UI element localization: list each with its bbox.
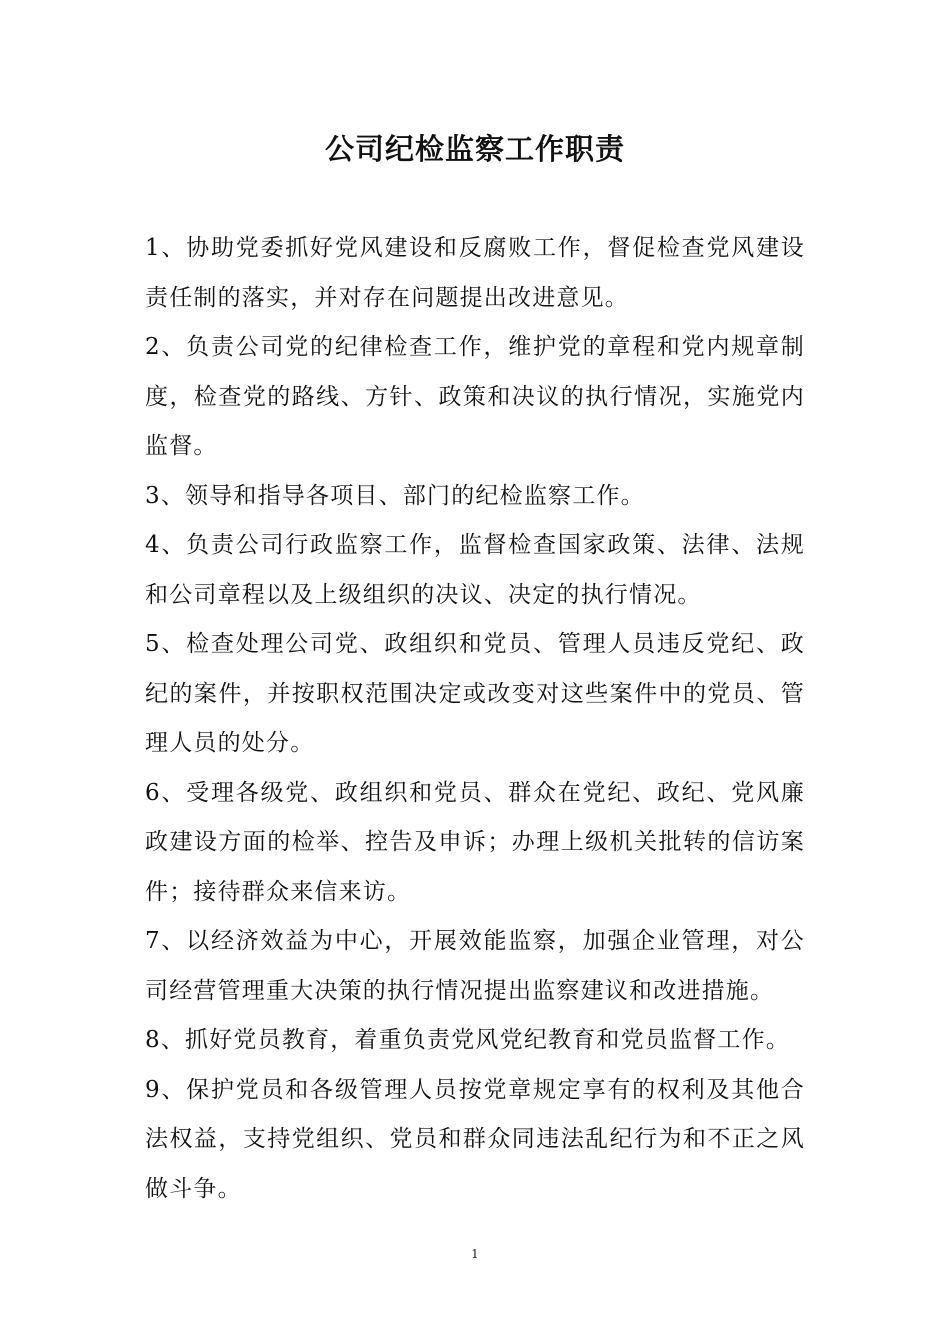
page-number: 1 xyxy=(471,1247,479,1261)
document-title: 公司纪检监察工作职责 xyxy=(324,132,625,166)
clause-9: 9、保护党员和各级管理人员按党章规定享有的权利及其他合法权益，支持党组织、党员和群众同违法乱纪行为和不正之风做斗争。 xyxy=(145,1076,805,1202)
clause-3: 3、领导和指导各项目、部门的纪检监察工作。 xyxy=(145,482,645,509)
clause-6: 6、受理各级党、政组织和党员、群众在党纪、政纪、党风廉政建设方面的检举、控告及申诉；办理上级机关批转的信访案件；接待群众来信来访。 xyxy=(145,779,805,905)
clause-1: 1、协助党委抓好党风建设和反腐败工作，督促检查党风建设责任制的落实，并对存在问题提出改进意见。 xyxy=(145,235,805,311)
clause-list xyxy=(145,224,805,1214)
clause-7: 7、以经济效益为中心，开展效能监察，加强企业管理，对公司经营管理重大决策的执行情况提出监察建议和改进措施。 xyxy=(145,928,805,1004)
clause-2: 2、负责公司党的纪律检查工作，维护党的章程和党内规章制度，检查党的路线、方针、政策和决议的执行情况，实施党内监督。 xyxy=(145,334,805,459)
clause-8: 8、抓好党员教育，着重负责党风党纪教育和党员监督工作。 xyxy=(145,1027,791,1053)
clause-5: 5、检查处理公司党、政组织和党员、管理人员违反党纪、政纪的案件，并按职权范围决定或改变对这些案件中的党员、管理人员的处分。 xyxy=(145,631,805,756)
clause-4: 4、负责公司行政监察工作，监督检查国家政策、法律、法规和公司章程以及上级组织的决议、决定的执行情况。 xyxy=(145,532,805,608)
